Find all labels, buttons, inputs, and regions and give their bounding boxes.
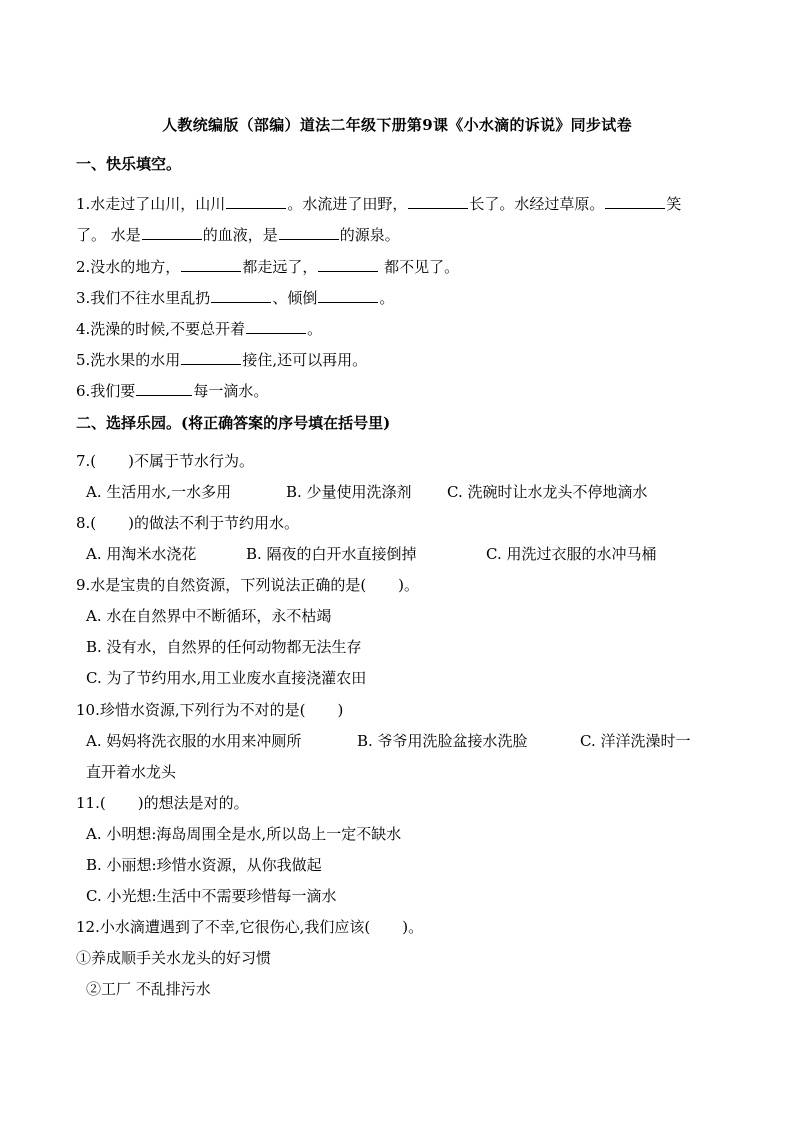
question-9-option-c[interactable]: C. 为了节约用水,用工业废水直接浇灌农田 [86,669,367,687]
question-1-line-1: 1.水走过了山川，山川 。水流进了田野， 长了。水经过草原。 笑 [76,195,682,213]
question-9-option-a[interactable]: A. 水在自然界中不断循环，永不枯竭 [86,607,332,625]
question-7: 7.( )不属于节水行为。 [76,452,255,470]
question-6: 6.我们要 每一滴水。 [76,382,269,400]
answer-blank[interactable] [408,193,468,209]
question-9-option-b[interactable]: B. 没有水，自然界的任何动物都无法生存 [86,638,362,656]
question-10-option-b[interactable]: B. 爷爷用洗脸盆接水洗脸 [357,732,528,750]
question-7-option-a[interactable]: A. 生活用水,一水多用 [86,483,232,501]
question-12-option-1[interactable]: ①养成顺手关水龙头的好习惯 [76,949,272,967]
question-12: 12.小水滴遭遇到了不幸,它很伤心,我们应该( )。 [76,918,424,936]
question-10: 10.珍惜水资源,下列行为不对的是( ) [76,701,344,719]
question-3: 3.我们不往水里乱扔 、倾倒 。 [76,289,395,307]
answer-blank[interactable] [136,380,192,396]
question-8-option-c[interactable]: C. 用洗过衣服的水冲马桶 [486,545,657,563]
answer-blank[interactable] [181,349,241,365]
answer-blank[interactable] [142,224,202,240]
question-2: 2.没水的地方， 都走远了， 都不见了。 [76,258,460,276]
question-11-option-c[interactable]: C. 小光想:生活中不需要珍惜每一滴水 [86,887,337,905]
answer-blank[interactable] [181,256,241,272]
question-1-line-2: 了。 水是 的血液，是 的源泉。 [76,226,400,244]
question-8: 8.( )的做法不利于节约用水。 [76,514,300,532]
question-8-option-a[interactable]: A. 用淘米水浇花 [86,545,197,563]
answer-blank[interactable] [226,193,286,209]
question-11-option-a[interactable]: A. 小明想:海岛周围全是水,所以岛上一定不缺水 [86,825,402,843]
question-5: 5.洗水果的水用 接住,还可以再用。 [76,351,368,369]
question-10-option-a[interactable]: A. 妈妈将洗衣服的水用来冲厕所 [86,732,302,750]
answer-blank[interactable] [279,224,339,240]
question-10-option-c-continued: 直开着水龙头 [86,763,177,781]
answer-blank[interactable] [318,256,378,272]
answer-blank[interactable] [605,193,665,209]
section-heading-multiple-choice: 二、选择乐园。(将正确答案的序号填在括号里) [76,414,391,432]
question-10-option-c[interactable]: C. 洋洋洗澡时一 [580,732,691,750]
question-11: 11.( )的想法是对的。 [76,794,249,812]
question-12-option-2[interactable]: ②工厂 不乱排污水 [86,980,211,998]
question-8-option-b[interactable]: B. 隔夜的白开水直接倒掉 [246,545,417,563]
page-title: 人教统编版（部编）道法二年级下册第9课《小水滴的诉说》同步试卷 [162,116,632,134]
question-7-option-c[interactable]: C. 洗碗时让水龙头不停地滴水 [447,483,648,501]
answer-blank[interactable] [246,318,306,334]
answer-blank[interactable] [318,287,378,303]
section-heading-fill-blank: 一、快乐填空。 [76,155,182,173]
question-9: 9.水是宝贵的自然资源，下列说法正确的是( )。 [76,576,420,594]
question-4: 4.洗澡的时候,不要总开着 。 [76,320,323,338]
question-11-option-b[interactable]: B. 小丽想:珍惜水资源，从你我做起 [86,856,322,874]
answer-blank[interactable] [211,287,271,303]
question-7-option-b[interactable]: B. 少量使用洗涤剂 [286,483,412,501]
